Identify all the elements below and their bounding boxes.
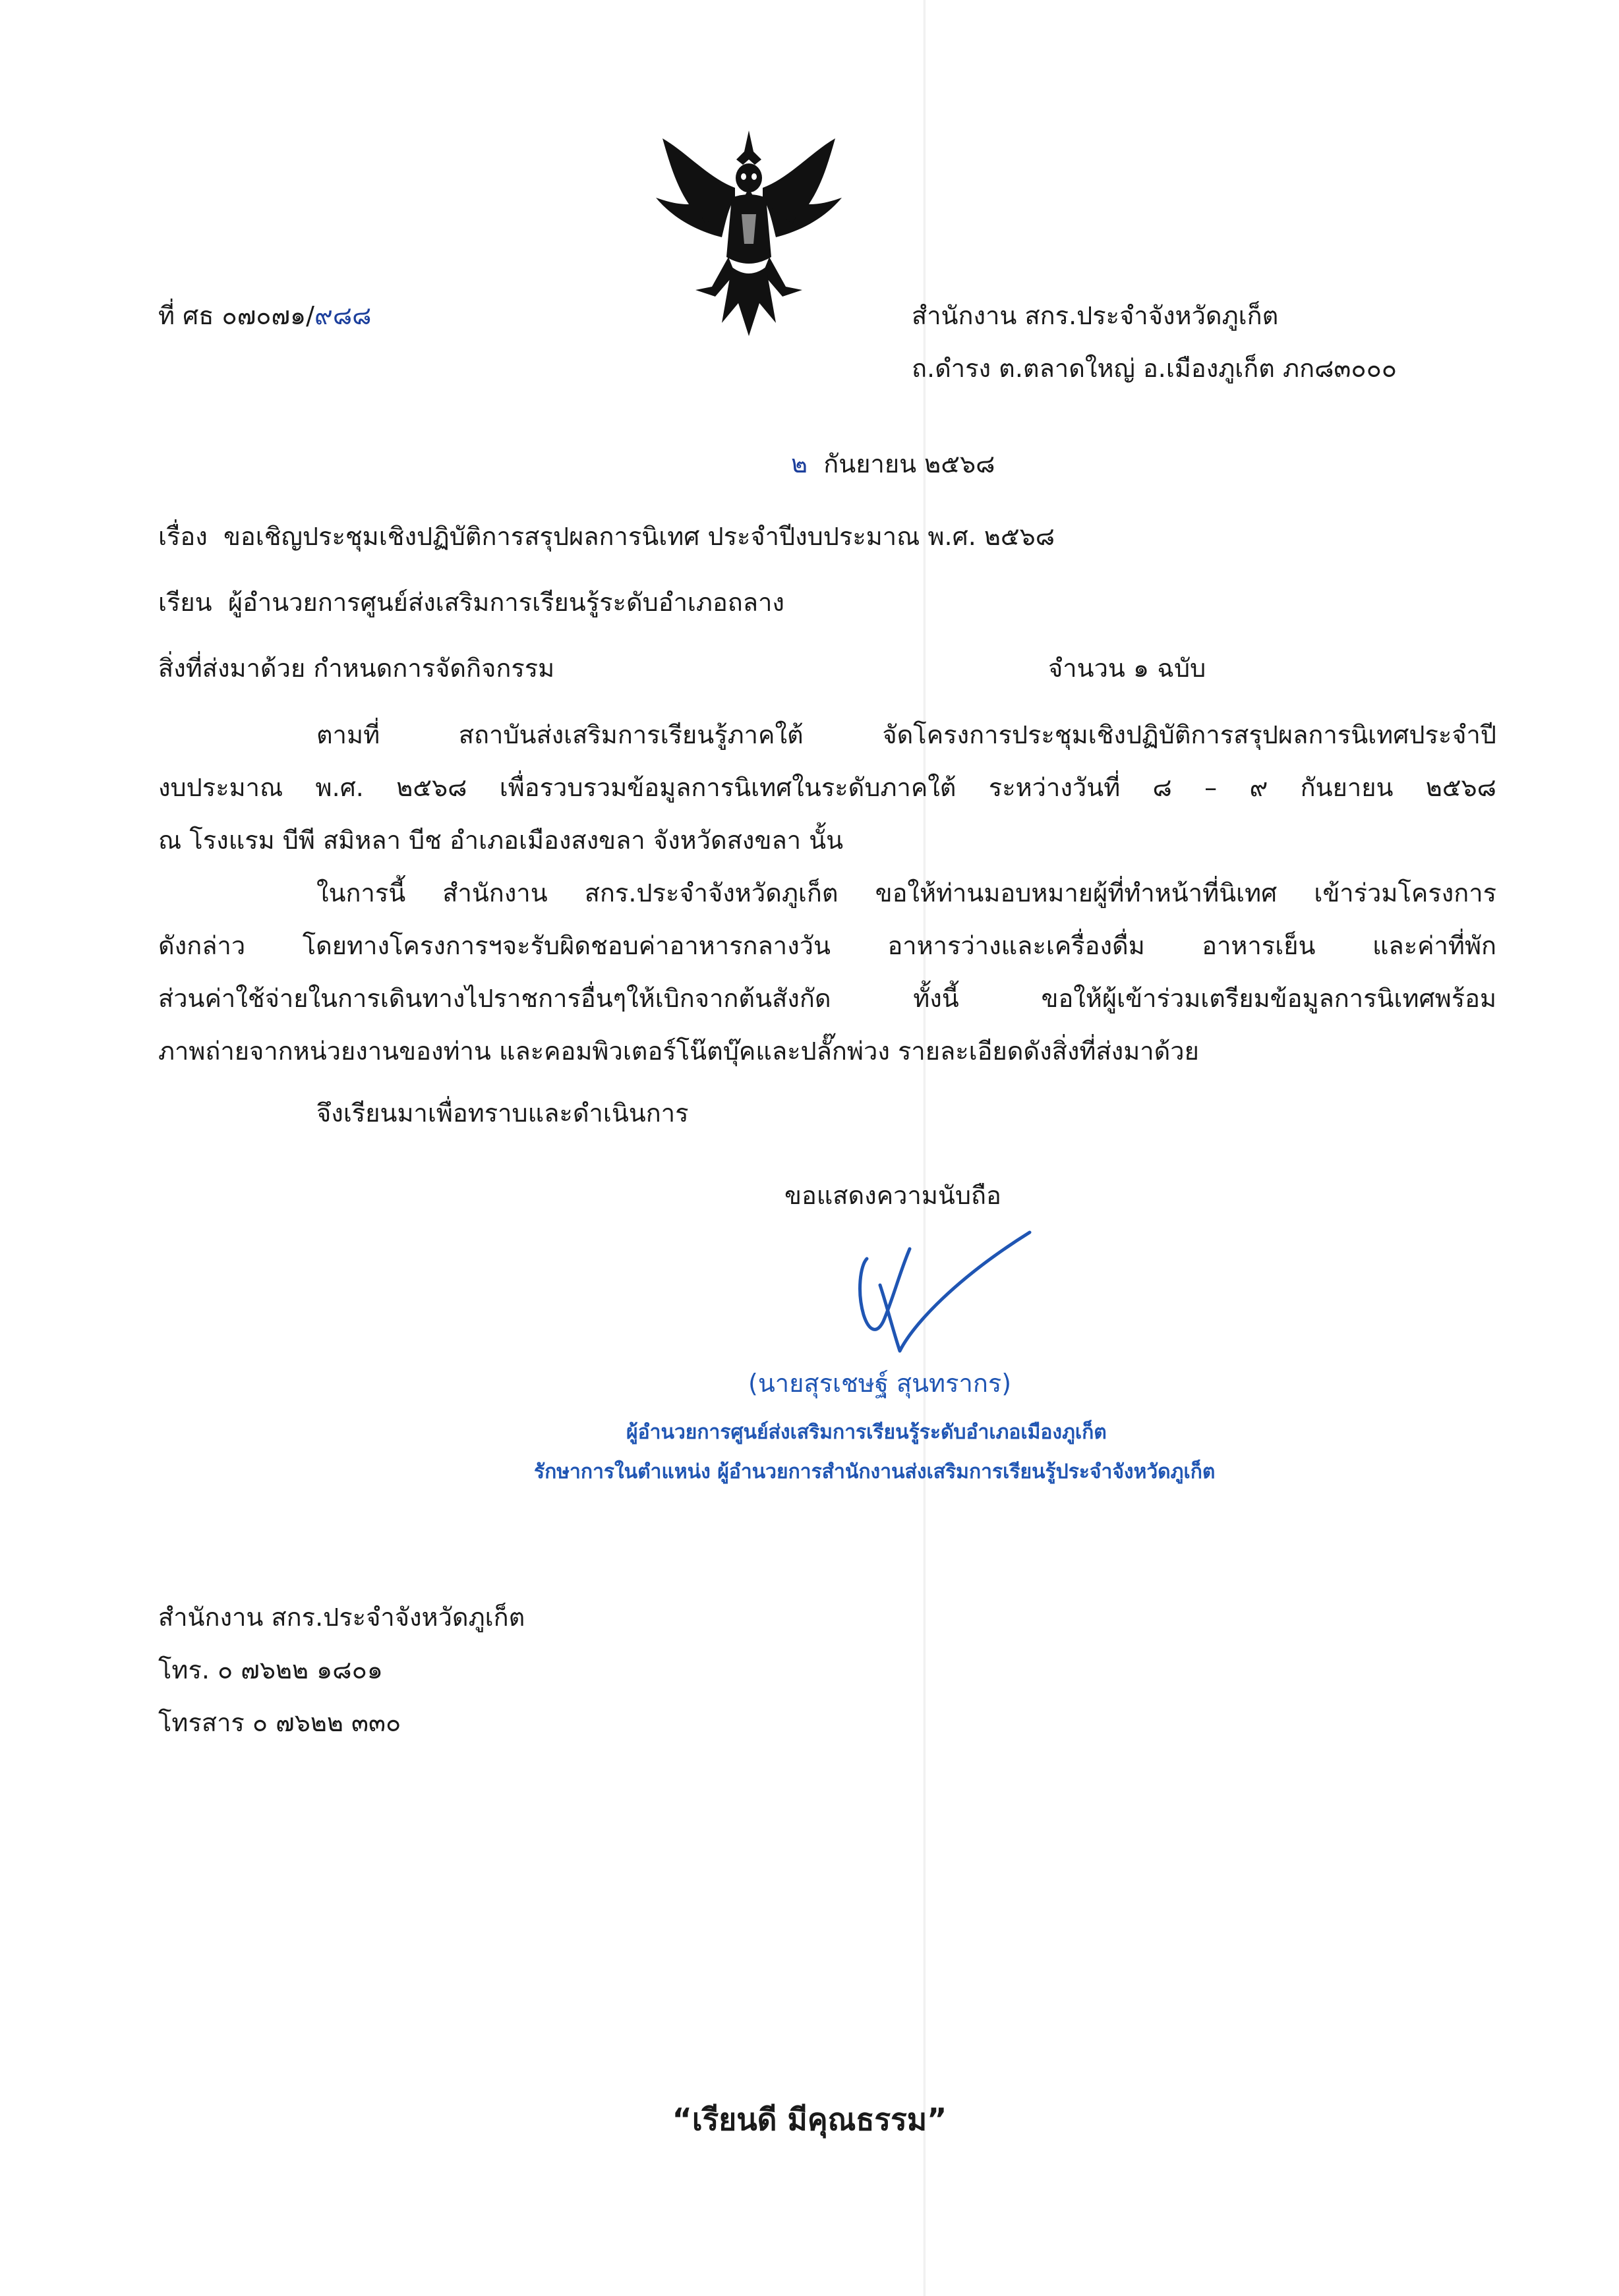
reference-prefix: ที่ ศธ ๐๗๐๗๑/ xyxy=(158,301,314,330)
handwritten-signature-icon xyxy=(857,1219,1042,1358)
reference-number-stamp: ๙๘๘ xyxy=(314,301,372,330)
body-paragraph-2 xyxy=(158,867,1496,1077)
date-month-year: กันยายน ๒๕๖๘ xyxy=(823,449,995,478)
signer-acting-position: รักษาการในตำแหน่ง ผู้อำนวยการสำนักงานส่งเสริมการเรียนรู้ประจำจังหวัดภูเก็ต xyxy=(534,1460,1216,1483)
footer-fax: โทรสาร ๐ ๗๖๒๒ ๓๓๐ xyxy=(158,1708,401,1737)
signer-position: ผู้อำนวยการศูนย์ส่งเสริมการเรียนรู้ระดับอำเภอเมืองภูเก็ต xyxy=(626,1421,1107,1444)
subject-line xyxy=(158,521,1055,552)
letter-date xyxy=(791,448,995,480)
reference-number xyxy=(158,300,371,331)
footer-motto: “เรียนดี มีคุณธรรม” xyxy=(672,2102,947,2137)
subject-text: ขอเชิญประชุมเชิงปฏิบัติการสรุปผลการนิเทศ ประจำปีงบประมาณ พ.ศ. ๒๕๖๘ xyxy=(223,522,1055,551)
signer-name: (นายสุรเชษฐ์ สุนทรากร) xyxy=(748,1369,1012,1398)
regards-text: ขอแสดงความนับถือ xyxy=(784,1181,1001,1210)
garuda-emblem-icon xyxy=(649,125,848,343)
paragraph-line: ในการนี้ สำนักงาน สกร.ประจำจังหวัดภูเก็ต ขอให้ท่านมอบหมายผู้ที่ทำหน้าที่นิเทศ เข้าร่วมโครงการ xyxy=(316,878,1496,907)
page-fold-line xyxy=(924,0,926,2296)
enclosure-line xyxy=(158,652,554,684)
recipient-label: เรียน xyxy=(158,588,212,617)
paragraph-line: ณ โรงแรม บีพี สมิหลา บีช อำเภอเมืองสงขลา จังหวัดสงขลา นั้น xyxy=(158,826,844,855)
paragraph-line: ดังกล่าว โดยทางโครงการฯจะรับผิดชอบค่าอาหารกลางวัน อาหารว่างและเครื่องดื่ม อาหารเย็น และค่าที่พัก xyxy=(158,931,1496,960)
paragraph-line: ส่วนค่าใช้จ่ายในการเดินทางไปราชการอื่นๆให้เบิกจากต้นสังกัด ทั้งนี้ ขอให้ผู้เข้าร่วมเตรียมข้อมูลการนิเทศพร้อม xyxy=(158,984,1496,1013)
footer-phone: โทร. ๐ ๗๖๒๒ ๑๘๐๑ xyxy=(158,1655,383,1684)
paragraph-line: ภาพถ่ายจากหน่วยงานของท่าน และคอมพิวเตอร์โน๊ตบุ๊คและปลั๊กพ่วง รายละเอียดดังสิ่งที่ส่งมาด้วย xyxy=(158,1037,1199,1066)
recipient-text: ผู้อำนวยการศูนย์ส่งเสริมการเรียนรู้ระดับอำเภอถลาง xyxy=(227,588,784,617)
enclosure-count: จำนวน ๑ ฉบับ xyxy=(1048,654,1206,683)
body-paragraph-1 xyxy=(158,708,1496,867)
office-name: สำนักงาน สกร.ประจำจังหวัดภูเก็ต xyxy=(912,301,1279,330)
body-paragraph-3: จึงเรียนมาเพื่อทราบและดำเนินการ xyxy=(316,1099,689,1128)
enclosure-label: สิ่งที่ส่งมาด้วย xyxy=(158,654,306,683)
enclosure-text: กำหนดการจัดกิจกรรม xyxy=(313,654,555,683)
paragraph-line: งบประมาณ พ.ศ. ๒๕๖๘ เพื่อรวบรวมข้อมูลการนิเทศในระดับภาคใต้ ระหว่างวันที่ ๘ – ๙ กันยายน ๒๕๖๘ xyxy=(158,773,1496,802)
paragraph-line: ตามที่ สถาบันส่งเสริมการเรียนรู้ภาคใต้ จัดโครงการประชุมเชิงปฏิบัติการสรุปผลการนิเทศประจำปี xyxy=(316,720,1496,749)
date-day: ๒ xyxy=(791,449,808,478)
footer-office: สำนักงาน สกร.ประจำจังหวัดภูเก็ต xyxy=(158,1603,525,1632)
office-address: ถ.ดำรง ต.ตลาดใหญ่ อ.เมืองภูเก็ต ภก๘๓๐๐๐ xyxy=(912,354,1397,383)
subject-label: เรื่อง xyxy=(158,522,208,551)
recipient-line xyxy=(158,587,784,618)
